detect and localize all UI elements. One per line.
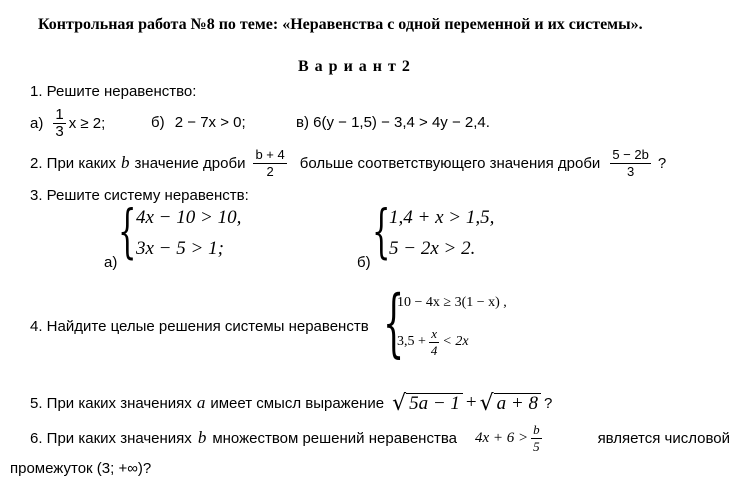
task3-b-brace: { <box>372 197 391 265</box>
task5-radicand1: 5a − 1 <box>406 393 463 414</box>
task2-text-mid2: больше соответствующего значения дроби <box>299 154 601 172</box>
task2-frac2-numerator: 5 − 2b <box>612 146 649 162</box>
task1-c <box>296 114 490 131</box>
task1-a-numerator: 1 <box>55 105 64 123</box>
task1-b-label: б) <box>151 114 165 131</box>
task5-end: ? <box>544 394 553 412</box>
task2-frac2-denominator: 3 <box>626 163 635 179</box>
task1-c-label: в) <box>296 114 309 131</box>
task4-line1: 10 − 4x ≥ 3(1 − x) , <box>397 295 507 310</box>
task3-a-label: а) <box>104 254 118 271</box>
task2-frac1-denominator: 2 <box>266 163 274 179</box>
task2-end: ? <box>657 154 667 172</box>
task1-b <box>151 114 246 131</box>
task4-line2-start: 3,5 + <box>397 334 426 349</box>
task2 <box>30 144 666 182</box>
task6-var: b <box>197 428 207 447</box>
task2-frac1-numerator: b + 4 <box>255 146 285 162</box>
task1-a-label: а) <box>30 114 44 132</box>
task2-var: b <box>121 153 130 172</box>
task5-var: a <box>196 393 206 412</box>
task4-fraction <box>429 326 440 359</box>
task3-b-label: б) <box>357 254 371 271</box>
page-title: Контрольная работа №8 по теме: «Неравенства с одной переменной и их системы». <box>38 16 643 33</box>
task2-fraction2 <box>610 147 651 180</box>
task3-a-line1: 4x − 10 > 10, <box>136 207 242 228</box>
task6-text-end: является числовой <box>597 429 730 447</box>
task3-a-brace: { <box>118 197 137 265</box>
task4-brace: { <box>383 280 405 366</box>
task2-fraction1 <box>253 147 286 180</box>
task6-ineq-start: 4x + 6 > <box>474 429 529 446</box>
task3-b-line2: 5 − 2x > 2. <box>389 238 476 259</box>
task2-text-mid: значение дроби <box>134 154 246 172</box>
task1-a <box>30 105 105 141</box>
task2-text-start: 2. При каких <box>30 154 117 172</box>
task1-b-expr: 2 − 7x > 0; <box>174 114 246 131</box>
task5-radical2-sign: √ <box>479 390 494 416</box>
task5-plus: + <box>465 392 477 413</box>
task6-fraction <box>531 422 542 455</box>
task4-line2-end: < 2x <box>442 334 469 349</box>
task6-text-start: 6. При каких значениях <box>30 429 192 447</box>
task5-text-start: 5. При каких значениях <box>30 394 192 412</box>
task3-text: 3. Решите систему неравенств: <box>30 187 249 204</box>
task4-frac-numerator: x <box>429 326 440 343</box>
task4-frac-denominator: 4 <box>430 342 438 358</box>
task1-a-denominator: 3 <box>55 122 64 140</box>
task5 <box>30 390 552 416</box>
task3-a-line2: 3x − 5 > 1; <box>136 238 224 259</box>
task6-text-mid: множеством решений неравенства <box>212 429 457 447</box>
task6-line2: промежуток (3; +∞)? <box>10 460 152 477</box>
task3-b-line1: 1,4 + x > 1,5, <box>389 207 495 228</box>
task6-frac-numerator: b <box>533 421 540 437</box>
task1-c-expr: 6(y − 1,5) − 3,4 > 4y − 2,4. <box>313 114 490 131</box>
task4-text: 4. Найдите целые решения системы неравенств <box>30 318 369 335</box>
task4-line2 <box>397 324 469 360</box>
task5-radical1-sign: √ <box>392 390 407 416</box>
task6-line1 <box>30 420 730 456</box>
variant-heading: В а р и а н т 2 <box>298 58 411 75</box>
task5-radicand2: a + 8 <box>494 393 541 414</box>
task1-a-rest: x ≥ 2; <box>68 114 106 132</box>
task1-a-fraction <box>53 107 65 140</box>
task1-text: 1. Решите неравенство: <box>30 83 197 100</box>
task6-frac-denominator: 5 <box>533 438 540 454</box>
task5-text-mid: имеет смысл выражение <box>210 394 385 412</box>
